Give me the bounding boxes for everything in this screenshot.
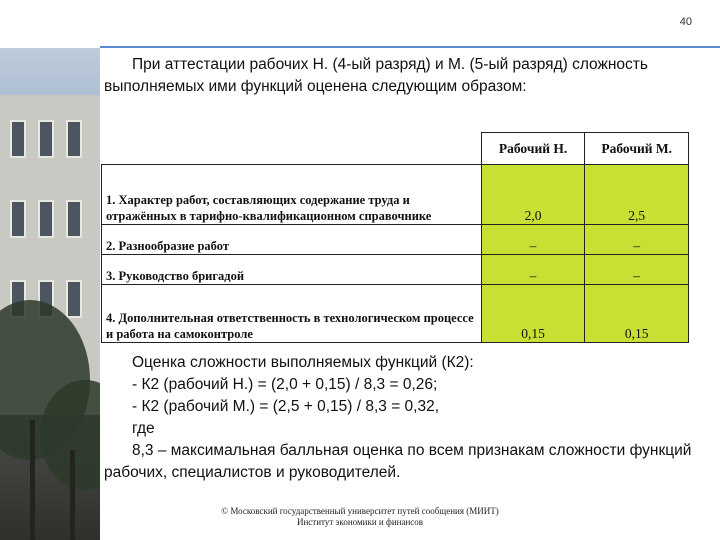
window — [66, 200, 82, 238]
table-header-row — [102, 133, 689, 165]
column-header-worker-m: Рабочий М. — [585, 133, 689, 165]
footer-institute: Институт экономики и финансов — [296, 517, 424, 527]
window — [10, 120, 26, 158]
tree-trunk — [70, 450, 75, 540]
column-header-worker-n: Рабочий Н. — [481, 133, 585, 165]
calculation-block — [104, 352, 704, 484]
intro-paragraph — [104, 54, 704, 98]
footer-copyright: © Московский государственный университет путей сообщения (МИИТ) — [221, 506, 499, 516]
calc-line-worker-m: - К2 (рабочий М.) = (2,5 + 0,15) / 8,3 = 0,32, — [132, 398, 440, 415]
complexity-table — [101, 132, 689, 343]
row-label: 4. Дополнительная ответственность в технологическом процессе и работа на самоконтроле — [102, 285, 482, 343]
header-band — [0, 0, 720, 48]
value-worker-m: 2,5 — [585, 165, 689, 225]
window — [38, 120, 54, 158]
background-building-photo — [0, 0, 100, 540]
table-row — [102, 285, 689, 343]
calc-line-heading: Оценка сложности выполняемых функций (К2): — [132, 354, 474, 371]
tree-trunk — [30, 420, 35, 540]
value-worker-n: 0,15 — [481, 285, 585, 343]
header-empty-cell — [102, 133, 482, 165]
row-label: 2. Разнообразие работ — [102, 225, 482, 255]
window — [66, 280, 82, 318]
calc-line-worker-n: - К2 (рабочий Н.) = (2,0 + 0,15) / 8,3 = 0,26; — [132, 376, 438, 393]
calc-line-explanation — [104, 440, 704, 484]
row-label: 3. Руководство бригадой — [102, 255, 482, 285]
calc-explanation-text: 8,3 – максимальная балльная оценка по всем признакам сложности функций рабочих, специалистов и руководителей. — [104, 442, 692, 481]
window — [66, 120, 82, 158]
intro-text: При аттестации рабочих Н. (4-ый разряд) и М. (5-ый разряд) сложность выполняемых ими функций оценена следующим образом: — [104, 56, 648, 95]
page-number: 40 — [679, 16, 692, 28]
table-row — [102, 165, 689, 225]
value-worker-n: 2,0 — [481, 165, 585, 225]
value-worker-n: – — [481, 225, 585, 255]
footer — [150, 506, 570, 528]
value-worker-n: – — [481, 255, 585, 285]
window — [38, 200, 54, 238]
window — [10, 200, 26, 238]
table-row — [102, 255, 689, 285]
header-fade — [0, 0, 100, 48]
table-row — [102, 225, 689, 255]
calc-line-where: где — [132, 420, 155, 437]
value-worker-m: – — [585, 225, 689, 255]
value-worker-m: – — [585, 255, 689, 285]
header-rule — [100, 46, 720, 48]
row-label: 1. Характер работ, составляющих содержание труда и отражённых в тарифно-квалификационном справочнике — [102, 165, 482, 225]
value-worker-m: 0,15 — [585, 285, 689, 343]
